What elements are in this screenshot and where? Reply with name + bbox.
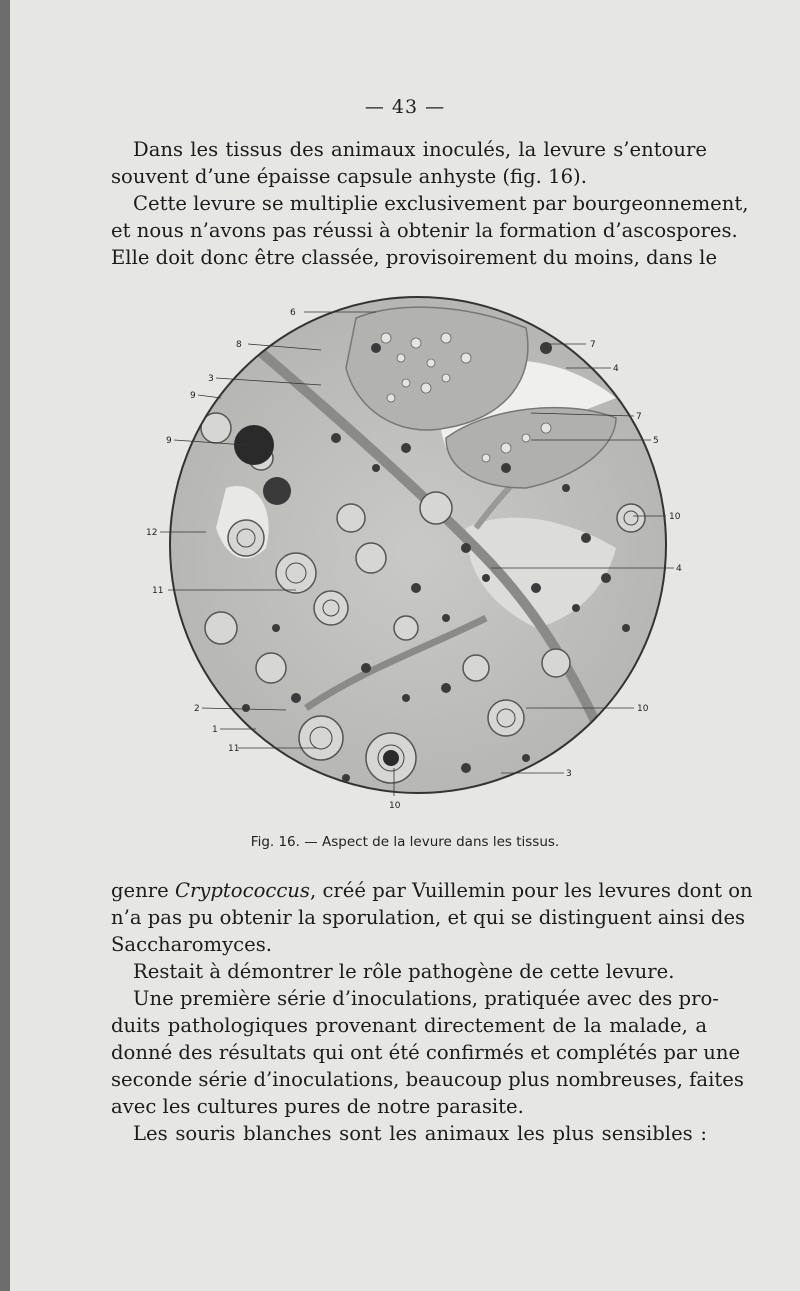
figure-label: 5 [653, 436, 659, 446]
text-line: donné des résultats qui ont été confirmés et complétés par une [111, 1041, 741, 1064]
paragraph-multiplication [111, 190, 749, 271]
text-line: Restait à démontrer le rôle pathogène de cette levure. [133, 960, 675, 983]
figure-caption: Fig. 16. — Aspect de la levure dans les tissus. [250, 834, 560, 850]
paragraph-capsule [111, 136, 707, 190]
paragraph-inoculations [111, 985, 744, 1120]
text-line: Cette levure se multiplie exclusivement par bourgeonnement, [133, 192, 749, 215]
figure-label: 11 [152, 586, 164, 596]
figure-label: 1 [212, 725, 218, 735]
genus-name: Cryptococcus [174, 879, 310, 902]
text-line: souvent d’une épaisse capsule anhyste (fig. 16). [111, 165, 587, 188]
figure-label: 10 [637, 704, 649, 714]
text-line: Les souris blanches sont les animaux les plus sensibles : [133, 1122, 707, 1145]
paragraph-restait [111, 958, 707, 985]
paragraph-cryptococcus [111, 877, 753, 958]
figure-label: 4 [613, 364, 619, 374]
figure-label: 9 [166, 436, 172, 446]
figure-label: 12 [146, 528, 158, 538]
figure-label: 7 [636, 412, 642, 422]
text-line: genre Cryptococcus, créé par Vuillemin pour les levures dont on [111, 879, 753, 902]
text-line: Dans les tissus des animaux inoculés, la levure s’entoure [133, 138, 707, 161]
text-line: Saccharomyces. [111, 933, 273, 956]
figure-label: 6 [290, 308, 296, 318]
tissue-micrograph [146, 288, 686, 818]
figure-label: 3 [566, 769, 572, 779]
text-line: duits pathologiques provenant directement de la malade, a [111, 1014, 707, 1037]
figure-16 [146, 288, 686, 818]
page-number: — 43 — [364, 96, 446, 118]
figure-label: 4 [676, 564, 682, 574]
figure-label: 9 [190, 391, 196, 401]
book-page [10, 0, 800, 1291]
figure-label: 8 [236, 340, 242, 350]
figure-label: 11 [228, 744, 240, 754]
text-line: et nous n’avons pas réussi à obtenir la formation d’ascospores. [111, 219, 738, 242]
figure-label: 10 [669, 512, 681, 522]
text-line: Une première série d’inoculations, pratiquée avec des pro- [133, 987, 719, 1010]
figure-label: 7 [590, 340, 596, 350]
text-line: n’a pas pu obtenir la sporulation, et qui se distinguent ainsi des [111, 906, 746, 929]
paragraph-souris [111, 1120, 707, 1147]
text-line: Elle doit donc être classée, provisoirement du moins, dans le [111, 246, 718, 269]
text-line: seconde série d’inoculations, beaucoup plus nombreuses, faites [111, 1068, 744, 1091]
figure-label: 2 [194, 704, 200, 714]
text-line: avec les cultures pures de notre parasite. [111, 1095, 524, 1118]
figure-label: 3 [208, 374, 214, 384]
figure-label: 10 [389, 801, 401, 811]
